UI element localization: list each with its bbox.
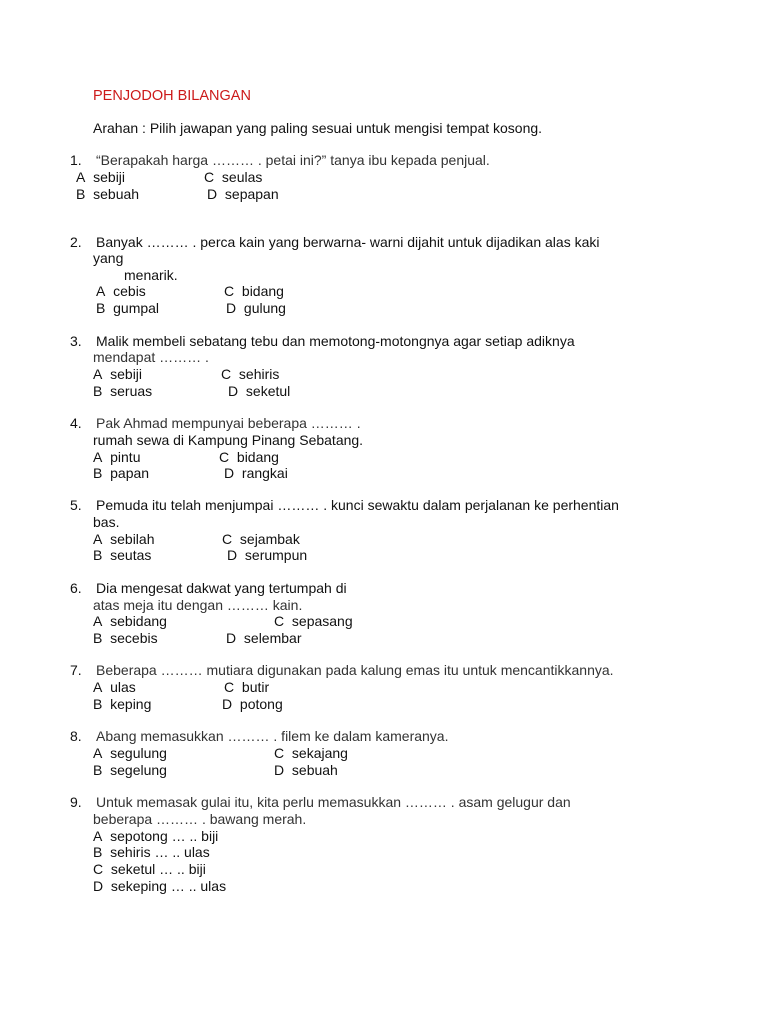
option-letter: A [93,613,103,629]
option-letter: C [93,861,104,877]
option-text: sekeping … .. ulas [110,878,227,894]
option-letter: D [226,300,237,316]
option-text: segelung [110,762,167,778]
option-text: bidang [241,283,284,299]
question-number: 4. [70,415,82,431]
option-a [93,531,155,547]
option-text: seulas [221,169,263,185]
option-d [274,762,338,778]
option-letter: B [76,186,86,202]
option-letter: D [222,696,233,712]
option-letter: B [93,844,103,860]
question-text: Beberapa ……… mutiara digunakan pada kalung emas itu untuk mencantikkannya. [96,662,614,678]
option-letter: B [93,762,103,778]
option-text: sebuah [93,186,140,202]
option-letter: C [219,449,230,465]
page-title: PENJODOH BILANGAN [93,88,251,104]
option-letter: C [274,613,285,629]
option-text: sebiji [93,169,126,185]
option-letter: B [93,630,103,646]
option-text: sebilah [110,531,155,547]
option-letter: A [76,169,86,185]
option-b [93,844,210,860]
option-d [228,383,290,399]
option-letter: A [93,828,103,844]
option-d [207,186,279,202]
option-text: sejambak [239,531,300,547]
option-letter: B [96,300,106,316]
option-text: serumpun [244,547,308,563]
option-text: bidang [236,449,279,465]
option-c [274,613,353,629]
option-letter: D [228,383,239,399]
option-letter: A [93,679,103,695]
question-text: menarik. [124,267,178,283]
option-c [224,283,284,299]
question-text: rumah sewa di Kampung Pinang Sebatang. [93,432,364,448]
option-text: ulas [110,679,136,695]
option-letter: A [93,745,103,761]
option-text: segulung [110,745,167,761]
instruction: Arahan : Pilih jawapan yang paling sesuai untuk mengisi tempat kosong. [93,120,543,136]
question-number: 6. [70,580,82,596]
option-c [224,679,269,695]
option-text: sebidang [110,613,167,629]
question-text: “Berapakah harga ……… . petai ini?” tanya ibu kepada penjual. [96,152,490,168]
option-a [93,366,142,382]
question-text: Pak Ahmad mempunyai beberapa ……… . [96,415,361,431]
question-text: Untuk memasak gulai itu, kita perlu memasukkan ……… . asam gelugur dan [96,794,571,810]
question-text: atas meja itu dengan ……… kain. [93,597,303,613]
option-text: rangkai [241,465,288,481]
question-number: 1. [70,152,82,168]
option-letter: D [224,465,235,481]
option-d [226,300,286,316]
option-letter: D [207,186,218,202]
option-a [93,613,167,629]
option-text: sepotong … .. biji [110,828,219,844]
question-text: bas. [93,514,120,530]
option-letter: C [274,745,285,761]
question-text: beberapa ……… . bawang merah. [93,811,307,827]
question-text: Abang memasukkan ……… . filem ke dalam kameranya. [96,728,449,744]
option-c [222,531,300,547]
option-c [204,169,262,185]
option-c [274,745,348,761]
question-text: Banyak ……… . perca kain yang berwarna- warni dijahit untuk dijadikan alas kaki [96,234,600,250]
option-b [93,465,149,481]
option-text: selembar [243,630,302,646]
option-b [96,300,159,316]
option-c [93,861,206,877]
option-b [93,383,152,399]
option-b [93,762,167,778]
option-a [96,283,146,299]
option-text: cebis [113,283,146,299]
question-number: 2. [70,234,82,250]
option-text: sebiji [110,366,143,382]
option-a [93,828,218,844]
question-number: 3. [70,333,82,349]
option-text: gumpal [113,300,160,316]
option-a [93,745,167,761]
option-text: seutas [110,547,152,563]
option-letter: D [227,547,238,563]
question-text: mendapat ……… . [93,349,209,365]
option-a [93,449,140,465]
option-a [76,169,125,185]
option-letter: B [93,547,103,563]
option-b [76,186,139,202]
option-text: potong [239,696,283,712]
option-text: secebis [110,630,158,646]
option-letter: C [224,283,235,299]
option-d [226,630,302,646]
question-number: 8. [70,728,82,744]
option-text: sehiris [238,366,280,382]
question-number: 9. [70,794,82,810]
option-text: seketul [245,383,291,399]
option-d [224,465,288,481]
option-text: keping [110,696,152,712]
option-letter: A [96,283,106,299]
question-number: 7. [70,662,82,678]
question-text: Malik membeli sebatang tebu dan memotong-motongnya agar setiap adiknya [96,333,575,349]
option-text: gulung [243,300,286,316]
option-text: sepasang [291,613,353,629]
option-text: sekajang [291,745,348,761]
option-text: sehiris … .. ulas [110,844,210,860]
option-letter: D [226,630,237,646]
option-letter: B [93,465,103,481]
option-letter: A [93,531,103,547]
option-text: seruas [110,383,153,399]
option-letter: B [93,696,103,712]
option-text: pintu [110,449,141,465]
option-b [93,547,151,563]
question-number: 5. [70,497,82,513]
option-c [221,366,279,382]
option-d [227,547,307,563]
option-c [219,449,279,465]
option-letter: B [93,383,103,399]
option-letter: C [222,531,233,547]
option-a [93,679,136,695]
option-letter: C [224,679,235,695]
option-letter: A [93,366,103,382]
option-text: butir [241,679,270,695]
option-letter: D [274,762,285,778]
option-letter: D [93,878,104,894]
option-text: seketul … .. biji [110,861,206,877]
option-text: papan [110,465,150,481]
question-text: yang [93,250,124,266]
question-text: Pemuda itu telah menjumpai ……… . kunci sewaktu dalam perjalanan ke perhentian [96,497,619,513]
option-letter: A [93,449,103,465]
option-d [222,696,283,712]
option-d [93,878,226,894]
option-b [93,696,151,712]
option-letter: C [204,169,215,185]
option-letter: C [221,366,232,382]
question-text: Dia mengesat dakwat yang tertumpah di [96,580,347,596]
option-b [93,630,158,646]
option-text: sepapan [224,186,279,202]
option-text: sebuah [291,762,338,778]
